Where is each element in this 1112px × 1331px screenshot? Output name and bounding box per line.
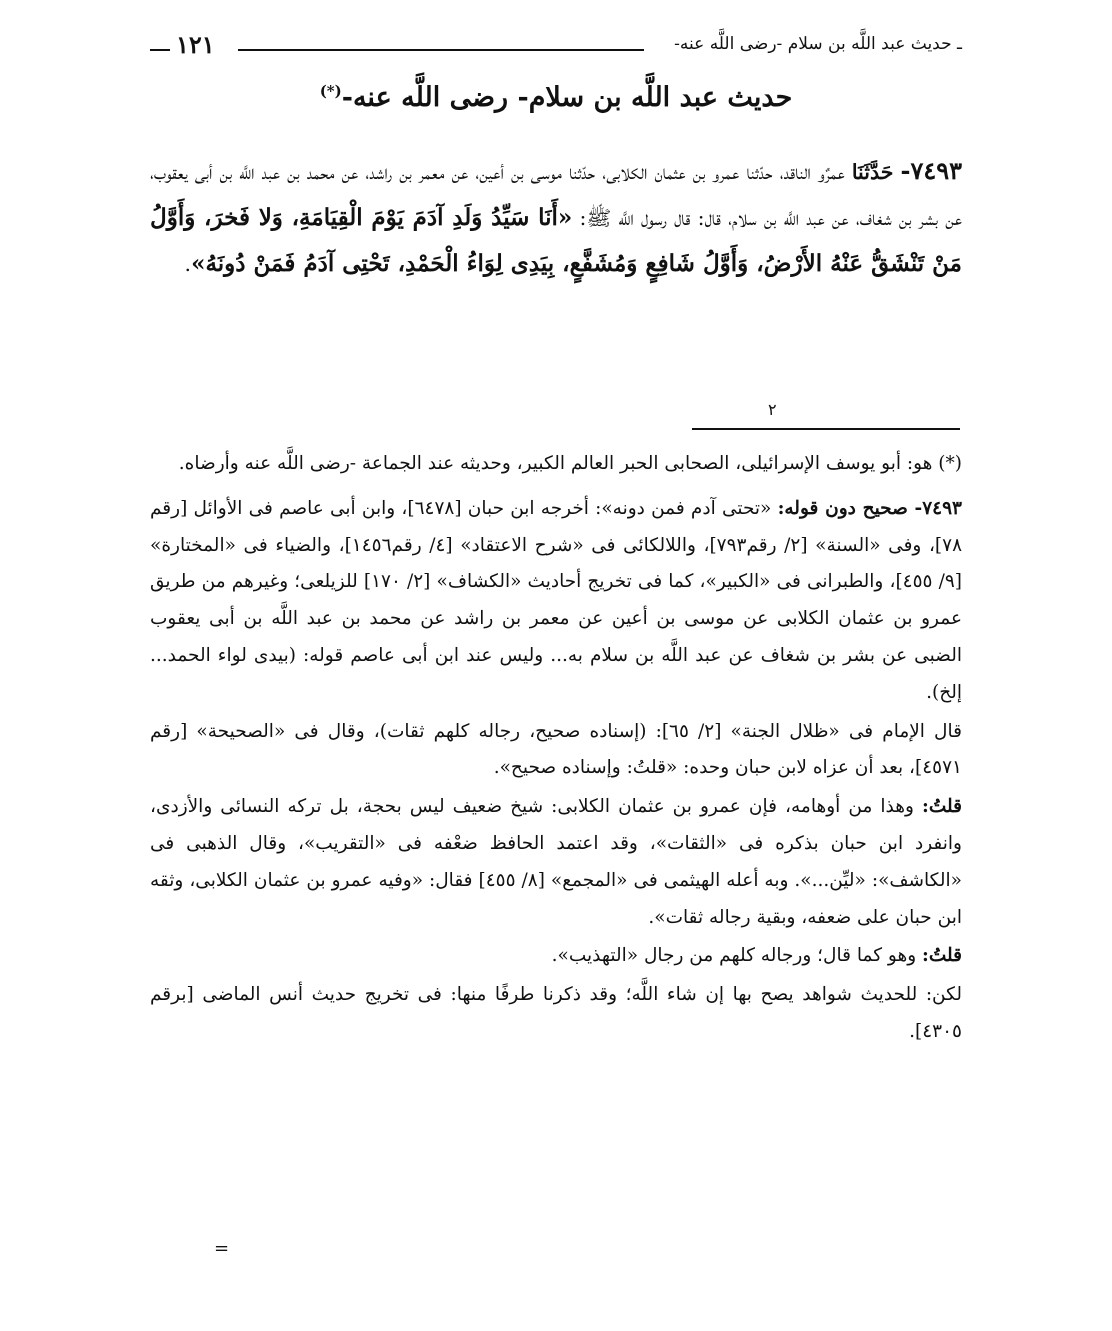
page-number: ١٢١ bbox=[176, 30, 215, 59]
header-rule bbox=[238, 49, 644, 51]
hadith-isnad: عمرٌو الناقد، حدّثنا عمرو بن عثمان الكلابى، حدّثنا موسى بن أعين، عن معمر بن راشد، عن محمد بن عبد اللَّه بن أبى يعقوب، عن بشر بن شغاف، عن عبد اللَّه بن سلام، قال: قال رسول اللَّه ﷺ: bbox=[150, 160, 962, 230]
note-paragraph bbox=[150, 789, 962, 936]
note-paragraph bbox=[150, 977, 962, 1051]
note-lead: قلتُ: bbox=[922, 945, 962, 967]
footnotes bbox=[150, 446, 962, 1053]
note-lead: ٧٤٩٣- صحيح دون قوله: bbox=[777, 497, 962, 519]
note-paragraph bbox=[150, 446, 962, 483]
running-header bbox=[150, 32, 962, 66]
hadith-block bbox=[150, 148, 962, 287]
note-text: وهو كما قال؛ ورجاله كلهم من رجال «التهذيب». bbox=[551, 945, 917, 967]
note-text: قال الإمام فى «ظلال الجنة» [٢/ ٦٥]: (إسناده صحيح، رجاله كلهم ثقات)، وقال فى «الصحيحة» [رقم ٤٥٧١]، بعد أن عزاه لابن حبان وحده: «قلتُ: وإسناده صحيح». bbox=[150, 720, 962, 779]
note-lead: قلتُ: bbox=[922, 796, 962, 818]
header-dash bbox=[150, 49, 170, 51]
note-paragraph bbox=[150, 938, 962, 975]
hadith-matn: «أَنَا سَيِّدُ وَلَدِ آدَمَ يَوْمَ الْقِيَامَةِ، وَلا فَخرَ، وَأَوَّلُ مَنْ تَنْشَقُّ عَنْهُ الأَرْضُ، وَأَوَّلُ شَافِعٍ وَمُشَفَّعٍ، بِيَدِى لِوَاءُ الْحَمْدِ، تَحْتِى آدَمُ فَمَنْ دُونَهُ» bbox=[150, 204, 962, 277]
hadith-opening: حَدَّثَنَا bbox=[851, 160, 894, 184]
continuation-mark: = bbox=[214, 1238, 230, 1259]
hadith-number: ٧٤٩٣- bbox=[900, 156, 962, 185]
footnote-rule bbox=[692, 428, 960, 430]
chapter-title-text: حديث عبد اللَّه بن سلام- رضى اللَّه عنه- bbox=[341, 82, 793, 113]
footnote-mark: ٢ bbox=[768, 400, 777, 419]
running-title: ـ حديث عبد اللَّه بن سلام -رضى اللَّه عنه- bbox=[674, 34, 962, 54]
hadith-end: . bbox=[184, 252, 192, 276]
note-text: وهذا من أوهامه، فإن عمرو بن عثمان الكلابى: شيخ ضعيف ليس بحجة، بل تركه النسائى والأزدى، وانفرد ابن حبان بذكره فى «الثقات»، وقد اعتمد الحافظ ضعْفه فى «التقريب»، وقال الذهبى فى «الكاشف»: «ليِّن...». وبه أعله الهيثمى فى «المجمع» [٨/ ٤٥٥] فقال: «وفيه عمرو بن عثمان الكلابى، وثقه ابن حبان على ضعفه، وبقية رجاله ثقات». bbox=[150, 796, 962, 928]
note-text: (*) هو: أبو يوسف الإسرائيلى، الصحابى الحبر العالم الكبير، وحديثه عند الجماعة -رضى اللَّه عنه وأرضاه. bbox=[178, 453, 962, 474]
chapter-title bbox=[150, 82, 962, 113]
note-paragraph bbox=[150, 491, 962, 712]
note-paragraph bbox=[150, 714, 962, 788]
chapter-title-marker: (*) bbox=[319, 82, 342, 100]
note-text: لكن: للحديث شواهد يصح بها إن شاء اللَّه؛ وقد ذكرنا طرفًا منها: فى تخريج حديث أنس الماضى [برقم ٤٣٠٥]. bbox=[150, 984, 962, 1042]
note-text: «تحتى آدم فمن دونه»: أخرجه ابن حبان [٦٤٧٨]، وابن أبى عاصم فى الأوائل [رقم ٧٨]، وفى «السنة» [٢/ رقم٧٩٣]، واللالكائى فى «شرح الاعتقاد» [٤/ رقم١٤٥٦]، والضياء فى «المختارة» [٩/ ٤٥٥]، والطبرانى فى «الكبير»، كما فى تخريج أحاديث «الكشاف» [٢/ ١٧٠] للزيلعى؛ وغيرهم من طريق عمرو بن عثمان الكلابى عن موسى بن أعين عن معمر بن راشد عن محمد بن عبد اللَّه بن أبى يعقوب الضبى عن بشر بن شغاف عن عبد اللَّه بن سلام به... وليس عند ابن أبى عاصم قوله: (بيدى لواء الحمد... إلخ). bbox=[150, 497, 963, 703]
